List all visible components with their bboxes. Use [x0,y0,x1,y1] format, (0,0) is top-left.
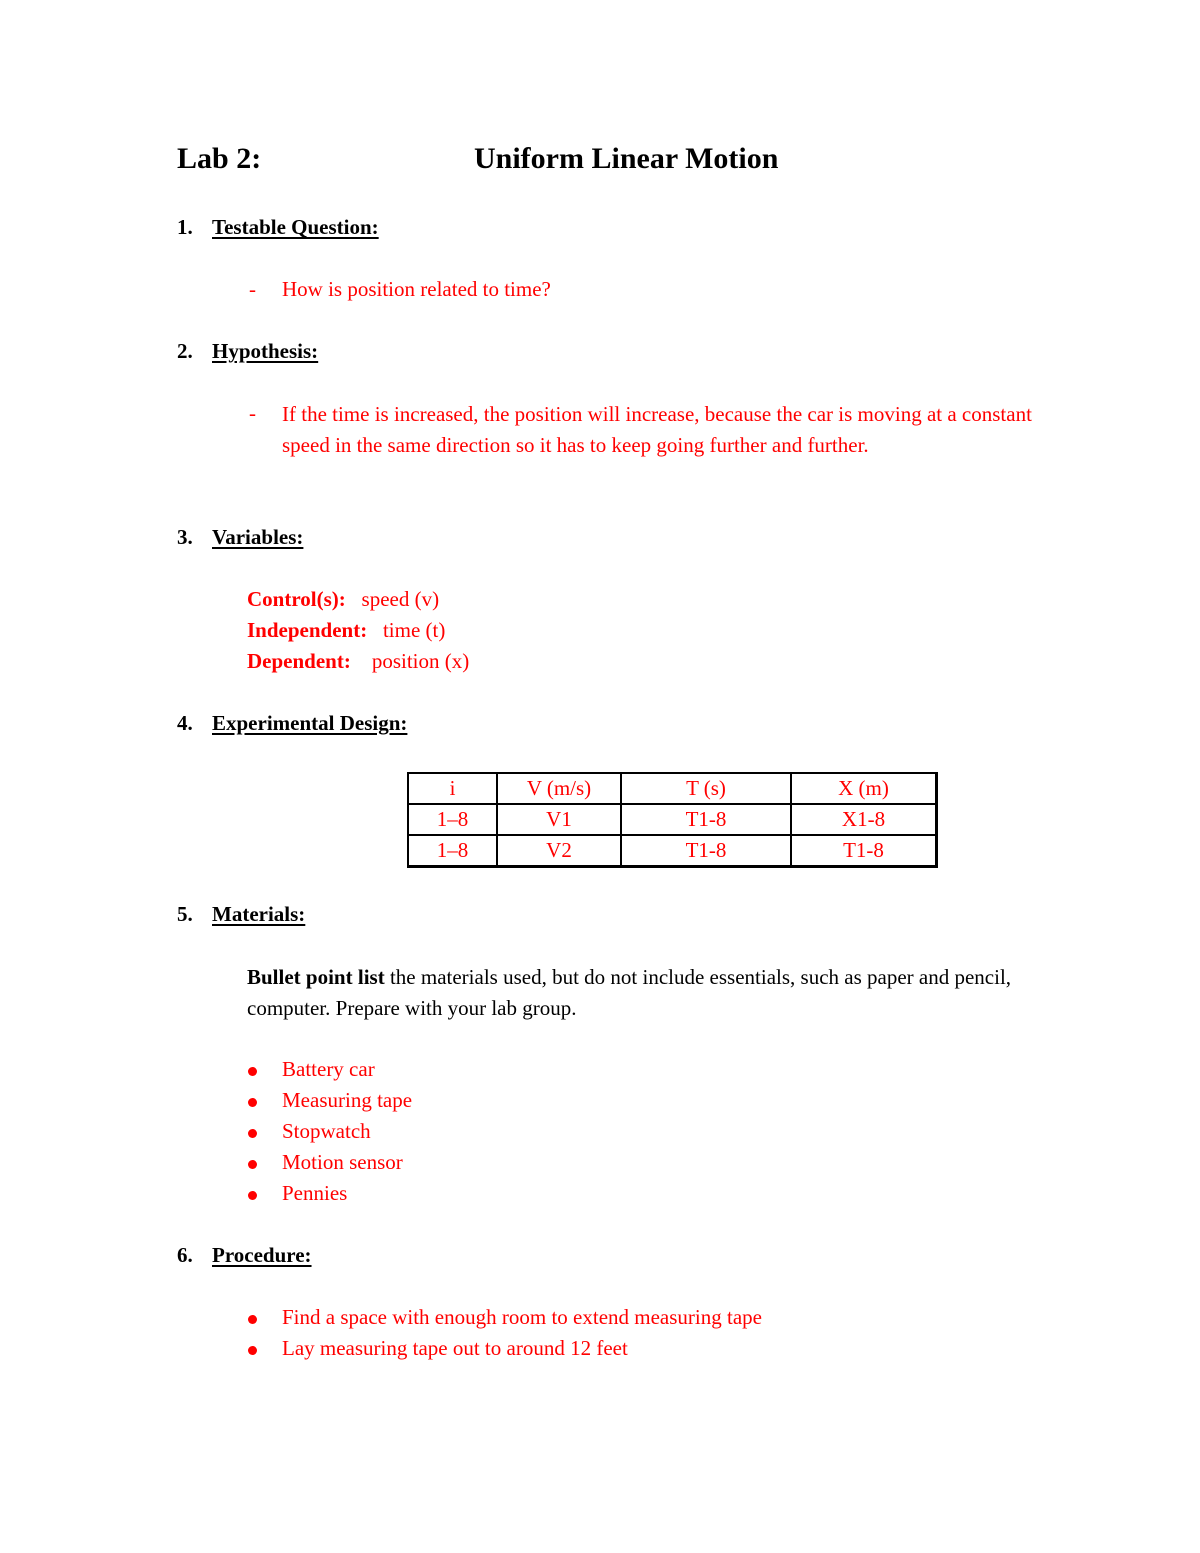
section-5-number: 5. [177,902,193,926]
table-header-cell: X (m) [791,773,937,804]
section-4-title: Experimental Design: [212,711,408,735]
table-header-row [408,773,937,804]
table-cell: V2 [497,835,621,867]
independent-variable-row [247,618,445,643]
section-1-dash: - [249,277,256,301]
section-2-title: Hypothesis: [212,339,319,363]
table-header-cell: i [408,773,497,804]
materials-instructions [247,962,1027,1024]
section-6-number: 6. [177,1243,193,1267]
independent-value: time (t) [382,618,446,642]
table-cell: T1-8 [621,804,791,835]
independent-label: Independent: [247,618,368,642]
materials-instructions-bold: Bullet point list [247,965,385,989]
section-4-number: 4. [177,711,193,735]
dependent-label: Dependent: [247,649,351,673]
table-cell: 1–8 [408,835,497,867]
control-variable-row [247,587,439,612]
list-item: Stopwatch [282,1119,371,1143]
table-cell: X1-8 [791,804,937,835]
hypothesis-answer: If the time is increased, the position will increase, because the car is moving at a constant speed in the same direction so it has to keep going further and further. [282,402,1032,457]
table-row [408,835,937,867]
section-2-number: 2. [177,339,193,363]
bullet-icon [248,1315,257,1324]
list-item: Pennies [282,1181,348,1205]
list-item: Battery car [282,1057,375,1081]
testable-question-answer: How is position related to time? [282,277,551,301]
experimental-design-table [407,772,938,868]
list-item: Lay measuring tape out to around 12 feet [282,1336,628,1360]
control-value: speed (v) [361,587,440,611]
bullet-icon [248,1191,257,1200]
section-3-title: Variables: [212,525,304,549]
lab-name-title: Uniform Linear Motion [474,142,779,175]
list-item: Measuring tape [282,1088,413,1112]
section-1-title: Testable Question: [212,215,379,239]
list-item: Find a space with enough room to extend measuring tape [282,1305,762,1329]
table-cell: T1-8 [791,835,937,867]
bullet-icon [248,1098,257,1107]
bullet-icon [248,1346,257,1355]
control-label: Control(s): [247,587,346,611]
materials-instructions-rest: the materials used, but do not include essentials, such as paper and pencil, computer. Prepare with your lab group. [247,965,1012,1020]
table-header-cell: T (s) [621,773,791,804]
section-1-number: 1. [177,215,193,239]
section-6-title: Procedure: [212,1243,312,1267]
bullet-icon [248,1160,257,1169]
dependent-value: position (x) [371,649,470,673]
bullet-icon [248,1067,257,1076]
lab-number-title: Lab 2: [177,142,262,175]
section-3-number: 3. [177,525,193,549]
section-5-title: Materials: [212,902,306,926]
table-header-cell: V (m/s) [497,773,621,804]
list-item: Motion sensor [282,1150,403,1174]
dependent-variable-row [247,649,469,674]
table-row [408,804,937,835]
bullet-icon [248,1129,257,1138]
table-cell: 1–8 [408,804,497,835]
table-cell: T1-8 [621,835,791,867]
section-2-dash: - [249,401,256,425]
table-cell: V1 [497,804,621,835]
